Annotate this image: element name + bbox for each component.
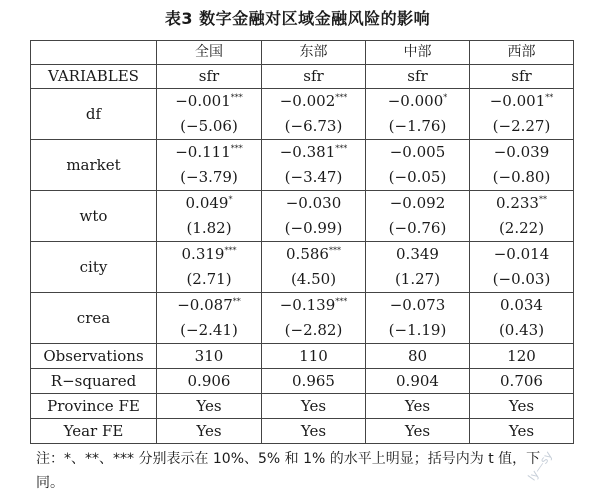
coef-row — [31, 293, 574, 319]
stat-value: Yes — [262, 419, 366, 444]
coef-value: −0.002 — [279, 92, 336, 110]
coef-value: −0.000 — [387, 92, 444, 110]
significance-stars: ** — [545, 93, 554, 102]
coef-cell — [157, 89, 262, 115]
stat-value: Yes — [470, 419, 574, 444]
coef-cell — [262, 140, 366, 166]
depvar-cell: sfr — [366, 65, 470, 89]
coef-cell — [470, 89, 574, 115]
coef-value: −0.039 — [493, 143, 550, 161]
stat-value: Yes — [366, 419, 470, 444]
coef-cell — [366, 140, 470, 166]
depvar-cell: sfr — [157, 65, 262, 89]
stat-row — [31, 419, 574, 444]
depvar-cell: sfr — [470, 65, 574, 89]
t-value-cell: (1.27) — [366, 267, 470, 293]
t-value-cell: (−3.79) — [157, 165, 262, 191]
coef-cell — [157, 140, 262, 166]
stat-value: Yes — [366, 394, 470, 419]
variable-name: crea — [31, 293, 157, 344]
t-value-cell: (−1.76) — [366, 114, 470, 140]
coef-row — [31, 140, 574, 166]
significance-stars: *** — [230, 144, 243, 153]
t-value-cell: (4.50) — [262, 267, 366, 293]
t-value-cell: (1.82) — [157, 216, 262, 242]
t-value-cell: (0.43) — [470, 318, 574, 344]
variables-label: VARIABLES — [31, 65, 157, 89]
coef-value: 0.319 — [181, 245, 225, 263]
column-header: 西部 — [470, 41, 574, 65]
table-footnote: 注：*、**、*** 分别表示在 10%、5% 和 1% 的水平上明显；括号内为 t 值，下同。 — [36, 451, 541, 491]
coef-value: −0.111 — [175, 143, 231, 161]
t-value-cell: (−3.47) — [262, 165, 366, 191]
coef-cell — [262, 191, 366, 217]
coef-row — [31, 242, 574, 268]
t-value-cell: (−0.80) — [470, 165, 574, 191]
coef-cell — [262, 89, 366, 115]
coef-cell — [470, 140, 574, 166]
corner-cell — [31, 41, 157, 65]
coef-value: −0.001 — [489, 92, 546, 110]
coef-cell — [470, 242, 574, 268]
t-value-cell: (−0.05) — [366, 165, 470, 191]
t-value-cell: (−2.82) — [262, 318, 366, 344]
significance-stars: *** — [335, 144, 348, 153]
significance-stars: * — [443, 93, 448, 102]
significance-stars: ** — [232, 297, 241, 306]
t-value-cell: (−2.27) — [470, 114, 574, 140]
stat-value: Yes — [262, 394, 366, 419]
t-value-cell: (2.22) — [470, 216, 574, 242]
stat-value: 310 — [157, 344, 262, 369]
coef-value: 0.049 — [185, 194, 229, 212]
stat-value: Yes — [157, 419, 262, 444]
stat-label: Province FE — [31, 394, 157, 419]
coef-cell — [366, 293, 470, 319]
coef-row — [31, 89, 574, 115]
stat-value: 0.965 — [262, 369, 366, 394]
stat-value: Yes — [470, 394, 574, 419]
column-header: 全国 — [157, 41, 262, 65]
table-title: 表3 数字金融对区域金融风险的影响 — [164, 9, 431, 28]
significance-stars: *** — [224, 246, 237, 255]
t-value-cell: (−6.73) — [262, 114, 366, 140]
coef-cell — [470, 293, 574, 319]
t-value-cell: (−1.19) — [366, 318, 470, 344]
stat-row — [31, 344, 574, 369]
stat-value: Yes — [157, 394, 262, 419]
stat-value: 0.904 — [366, 369, 470, 394]
coef-cell — [157, 191, 262, 217]
coef-cell — [470, 191, 574, 217]
variable-name: city — [31, 242, 157, 293]
coef-value: −0.014 — [493, 245, 550, 263]
significance-stars: *** — [230, 93, 243, 102]
t-value-cell: (−0.99) — [262, 216, 366, 242]
stat-row — [31, 369, 574, 394]
stat-value: 110 — [262, 344, 366, 369]
coef-cell — [262, 242, 366, 268]
coef-row — [31, 191, 574, 217]
coef-cell — [157, 242, 262, 268]
coef-value: −0.087 — [177, 296, 233, 314]
significance-stars: *** — [328, 246, 341, 255]
stat-value: 0.906 — [157, 369, 262, 394]
coef-cell — [366, 89, 470, 115]
coef-value: 0.233 — [496, 194, 539, 212]
stat-label: Observations — [31, 344, 157, 369]
stat-value: 120 — [470, 344, 574, 369]
significance-stars: ** — [538, 195, 547, 204]
coef-value: 0.586 — [286, 245, 329, 263]
t-value-cell: (−5.06) — [157, 114, 262, 140]
t-value-cell: (2.71) — [157, 267, 262, 293]
coef-cell — [366, 242, 470, 268]
t-value-cell: (−0.76) — [366, 216, 470, 242]
coef-value: −0.092 — [389, 194, 446, 212]
coef-value: 0.349 — [396, 245, 439, 263]
significance-stars: *** — [335, 297, 348, 306]
stat-value: 0.706 — [470, 369, 574, 394]
coef-cell — [366, 191, 470, 217]
header-row — [31, 41, 574, 65]
column-header: 中部 — [366, 41, 470, 65]
depvar-row — [31, 65, 574, 89]
coef-value: −0.030 — [285, 194, 342, 212]
stat-value: 80 — [366, 344, 470, 369]
significance-stars: *** — [335, 93, 348, 102]
regression-table — [30, 40, 574, 444]
watermark: ly—sy — [525, 448, 556, 484]
coef-value: −0.381 — [279, 143, 336, 161]
variable-name: market — [31, 140, 157, 191]
variable-name: df — [31, 89, 157, 140]
coef-value: −0.139 — [279, 296, 336, 314]
coef-value: 0.034 — [500, 296, 543, 314]
coef-cell — [262, 293, 366, 319]
column-header: 东部 — [262, 41, 366, 65]
coef-cell — [157, 293, 262, 319]
coef-value: −0.005 — [389, 143, 446, 161]
variable-name: wto — [31, 191, 157, 242]
stat-label: Year FE — [31, 419, 157, 444]
t-value-cell: (−2.41) — [157, 318, 262, 344]
coef-value: −0.073 — [389, 296, 446, 314]
significance-stars: * — [228, 195, 233, 204]
stat-row — [31, 394, 574, 419]
depvar-cell: sfr — [262, 65, 366, 89]
coef-value: −0.001 — [175, 92, 231, 110]
t-value-cell: (−0.03) — [470, 267, 574, 293]
stat-label: R−squared — [31, 369, 157, 394]
